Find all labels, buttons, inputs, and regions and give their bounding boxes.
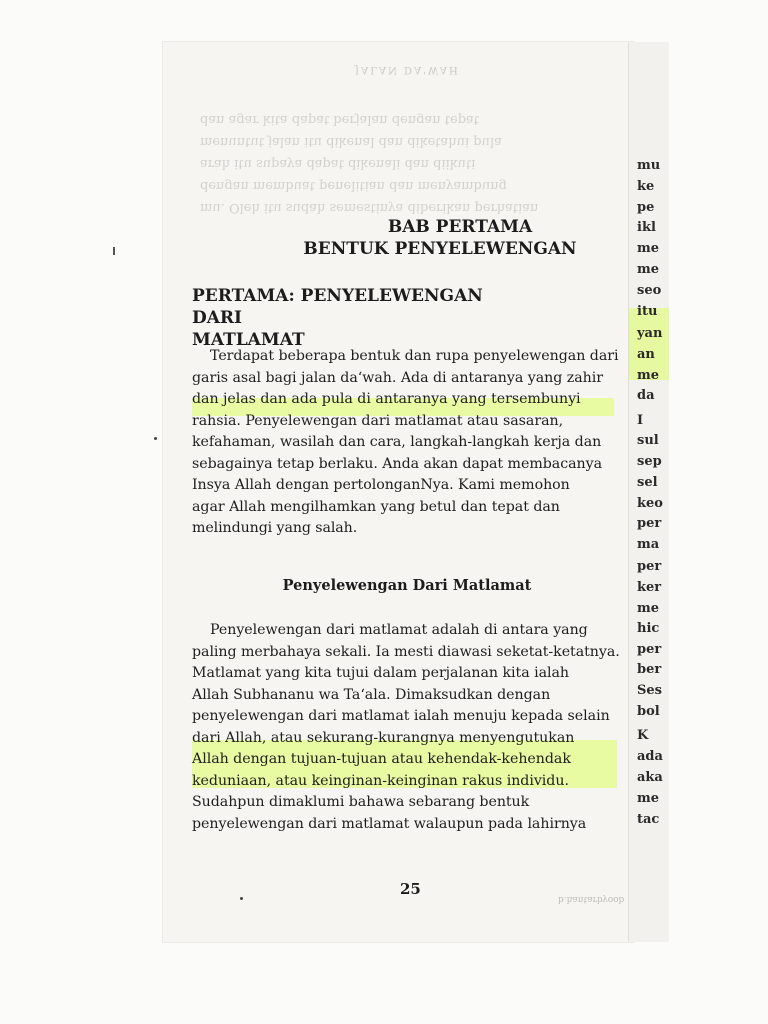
fragment: da bbox=[637, 388, 655, 403]
fragment: Ses bbox=[637, 683, 662, 698]
fragment: me bbox=[637, 241, 660, 256]
fragment: keo bbox=[637, 496, 663, 511]
text-line: Penyelewengan dari matlamat adalah di antara yang bbox=[210, 622, 588, 638]
fragment: an bbox=[637, 347, 655, 362]
fragment: me bbox=[637, 601, 660, 616]
bleed-through-footer: b.hantarbyoob bbox=[558, 894, 625, 904]
paragraph bbox=[192, 620, 622, 835]
fragment: ker bbox=[637, 580, 662, 595]
section-title-line: MATLAMAT bbox=[192, 330, 305, 350]
fragment: me bbox=[637, 791, 660, 806]
fragment: ke bbox=[637, 179, 655, 194]
adjacent-page-edge bbox=[628, 42, 669, 942]
fragment: ikl bbox=[637, 220, 656, 235]
fragment: sul bbox=[637, 433, 659, 448]
text-line: penyelewengan dari matlamat walaupun pada lahirnya bbox=[192, 815, 587, 832]
fragment: yan bbox=[637, 326, 663, 341]
fragment: ber bbox=[637, 662, 662, 677]
margin-tick bbox=[113, 247, 115, 255]
text-line: melindungi yang salah. bbox=[192, 520, 358, 536]
text-line: Sudahpun dimaklumi bahawa sebarang bentuk bbox=[192, 794, 530, 810]
text-line: keduniaan, atau keinginan-keinginan rakus individu. bbox=[192, 772, 569, 789]
fragment: seo bbox=[637, 283, 662, 298]
fragment: bol bbox=[637, 704, 660, 719]
text-line: dan jelas dan ada pula di antaranya yang tersembunyi bbox=[192, 391, 581, 407]
text-line: dari Allah, atau sekurang-kurangnya menyengutukan bbox=[192, 729, 575, 746]
section-heading bbox=[192, 285, 532, 351]
section-title-line: PERTAMA: PENYELEWENGAN DARI bbox=[192, 286, 483, 328]
fragment: itu bbox=[637, 304, 658, 319]
bleed-through-text: mu. Oleh itu sudah semestinya diberikan perhatian dengan membuat penelitian dan menyambung arah itu supaya dapat dikenali dan diikuti menuntut jalan itu dikenal dan diketahui pula dan agar kita dapat berjalan dengan tepat bbox=[200, 112, 539, 215]
fragment: ma bbox=[637, 537, 660, 552]
fragment: me bbox=[637, 262, 660, 277]
text-line: paling merbahaya sekali. Ia mesti diawasi seketat-ketatnya. bbox=[192, 643, 620, 660]
fragment: hic bbox=[637, 621, 660, 636]
bleed-through-header: JALAN DA'WAH bbox=[355, 64, 460, 75]
margin-dot bbox=[240, 897, 243, 900]
fragment: K bbox=[637, 728, 649, 743]
text-line: rahsia. Penyelewengan dari matlamat atau sasaran, bbox=[192, 412, 564, 429]
fragment: per bbox=[637, 642, 662, 657]
text-line: Matlamat yang kita tujui dalam perjalanan kita ialah bbox=[192, 665, 570, 681]
text-line: agar Allah mengilhamkan yang betul dan tepat dan bbox=[192, 498, 560, 515]
text-line: penyelewengan dari matlamat ialah menuju kepada selain bbox=[192, 708, 610, 724]
fragment: ada bbox=[637, 749, 663, 764]
text-line: Allah dengan tujuan-tujuan atau kehendak-kehendak bbox=[192, 751, 571, 767]
fragment: I bbox=[637, 413, 644, 428]
text-line: Insya Allah dengan pertolonganNya. Kami memohon bbox=[192, 477, 570, 493]
fragment: tac bbox=[637, 812, 660, 827]
fragment: pe bbox=[637, 200, 655, 215]
paragraph bbox=[192, 346, 622, 540]
margin-dot bbox=[154, 437, 157, 440]
subheading: Penyelewengan Dari Matlamat bbox=[282, 577, 532, 594]
fragment: per bbox=[637, 559, 662, 574]
page-number: 25 bbox=[400, 880, 421, 898]
fragment: per bbox=[637, 516, 662, 531]
chapter-number: BAB PERTAMA bbox=[387, 217, 533, 237]
fragment: me bbox=[637, 368, 660, 383]
fragment: aka bbox=[637, 770, 663, 785]
text-line: kefahaman, wasilah dan cara, langkah-langkah kerja dan bbox=[192, 434, 602, 450]
text-line: Terdapat beberapa bentuk dan rupa penyelewengan dari bbox=[210, 348, 619, 364]
fragment: sep bbox=[637, 454, 662, 469]
fragment: mu bbox=[637, 158, 661, 173]
chapter-title: BENTUK PENYELEWENGAN bbox=[303, 239, 577, 259]
text-line: sebagainya tetap berlaku. Anda akan dapat membacanya bbox=[192, 455, 603, 472]
fragment: sel bbox=[637, 475, 658, 490]
text-line: Allah Subhananu wa Ta‘ala. Dimaksudkan dengan bbox=[192, 686, 551, 703]
chapter-heading bbox=[190, 216, 620, 260]
text-line: garis asal bagi jalan da‘wah. Ada di antaranya yang zahir bbox=[192, 369, 604, 386]
